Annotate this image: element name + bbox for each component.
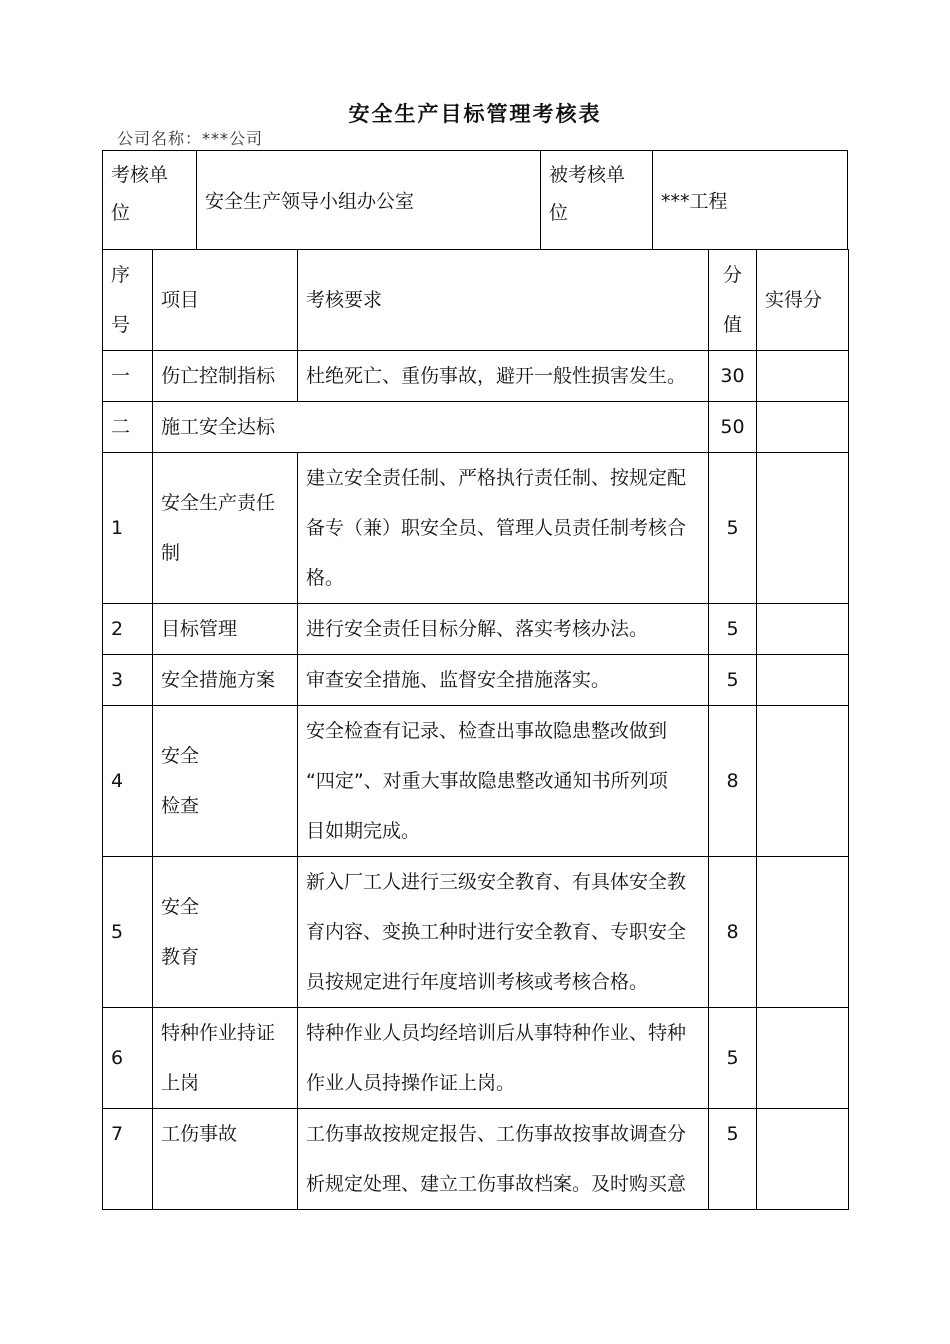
row-item [153,453,298,604]
row-requirement [298,1109,709,1210]
row-item: 目标管理 [153,604,298,655]
col-score-header-line1: 分 [722,264,742,286]
row-item-line1: 安全 [161,745,200,767]
row-requirement-line2: 作业人员持操作证上岗。 [306,1072,516,1094]
row-score: 8 [709,706,757,857]
row-item [153,1008,298,1109]
row-requirement-line3: 员按规定进行年度培训考核或考核合格。 [306,971,649,993]
table-row [103,655,849,706]
row-requirement-line2: “四定”、对重大事故隐患整改通知书所列项 [306,770,668,792]
assessing-unit-label-line2: 位 [111,202,131,224]
row-requirement [298,453,709,604]
row-score: 5 [709,604,757,655]
row-actual-score [757,453,849,604]
col-no-header [103,250,153,351]
row-actual-score [757,604,849,655]
row-item: 工伤事故 [153,1109,298,1210]
row-actual-score [757,1008,849,1109]
row-requirement [298,706,709,857]
row-requirement [298,857,709,1008]
row-requirement-line3: 目如期完成。 [306,820,421,842]
page-title: 安全生产目标管理考核表 [348,101,602,126]
row-no: 二 [103,402,153,453]
table-row [103,857,849,1008]
table-row [103,604,849,655]
assessing-unit-label-line1: 考核单 [111,164,169,186]
row-no: 一 [103,351,153,402]
table-row [103,402,849,453]
row-item-line2: 检查 [161,795,200,817]
col-requirement-header: 考核要求 [298,250,709,351]
row-requirement-line1: 工伤事故按规定报告、工伤事故按事故调查分 [306,1123,687,1145]
row-actual-score [757,857,849,1008]
col-actual-header: 实得分 [757,250,849,351]
row-requirement [298,1008,709,1109]
assessment-table [102,249,849,1210]
row-actual-score [757,655,849,706]
row-no: 7 [103,1109,153,1210]
row-actual-score [757,1109,849,1210]
assessed-unit-label-cell [541,151,653,249]
row-item-line2: 制 [161,542,181,564]
company-label: 公司名称： [117,129,203,148]
row-requirement-line2: 育内容、变换工种时进行安全教育、专职安全 [306,921,687,943]
row-item-line2: 教育 [161,946,200,968]
row-requirement-line3: 格。 [306,567,345,589]
row-score: 8 [709,857,757,1008]
row-item [153,857,298,1008]
row-item-line1: 特种作业持证 [161,1022,276,1044]
row-actual-score [757,706,849,857]
row-requirement: 审查安全措施、监督安全措施落实。 [298,655,709,706]
row-no: 1 [103,453,153,604]
row-no: 6 [103,1008,153,1109]
col-item-header: 项目 [153,250,298,351]
row-actual-score [757,351,849,402]
row-score: 5 [709,1008,757,1109]
row-item [153,706,298,857]
assessed-unit-value: ***工程 [661,190,728,213]
row-requirement-line1: 新入厂工人进行三级安全教育、有具体安全教 [306,871,687,893]
assessing-unit-label-cell [103,151,197,249]
row-no: 5 [103,857,153,1008]
row-score: 5 [709,453,757,604]
row-item-line1: 安全生产责任 [161,492,276,514]
row-no: 3 [103,655,153,706]
company-value: ***公司 [202,129,264,148]
table-row [103,1008,849,1109]
assessed-unit-value-cell [653,151,847,249]
assessing-unit-value-cell [197,151,541,249]
row-score: 5 [709,1109,757,1210]
row-item-line2: 上岗 [161,1072,200,1094]
row-item: 伤亡控制指标 [153,351,298,402]
row-score: 50 [709,402,757,453]
row-requirement: 进行安全责任目标分解、落实考核办法。 [298,604,709,655]
assessing-unit-value: 安全生产领导小组办公室 [205,190,415,213]
table-header-row [103,250,849,351]
row-requirement-line2: 析规定处理、建立工伤事故档案。及时购买意 [306,1173,687,1195]
row-item-line1: 安全 [161,896,200,918]
col-no-header-line1: 序 [111,264,131,286]
row-requirement-line1: 建立安全责任制、严格执行责任制、按规定配 [306,467,687,489]
table-row [103,351,849,402]
row-actual-score [757,402,849,453]
col-no-header-line2: 号 [111,314,131,336]
col-score-header-line2: 值 [722,314,742,336]
row-item: 施工安全达标 [153,402,709,453]
row-requirement-line1: 特种作业人员均经培训后从事特种作业、特种 [306,1022,687,1044]
row-item: 安全措施方案 [153,655,298,706]
row-score: 30 [709,351,757,402]
row-requirement: 杜绝死亡、重伤事故，避开一般性损害发生。 [298,351,709,402]
assessed-unit-label-line2: 位 [549,202,569,224]
row-score: 5 [709,655,757,706]
table-row [103,706,849,857]
row-no: 4 [103,706,153,857]
row-requirement-line2: 备专（兼）职安全员、管理人员责任制考核合 [306,517,687,539]
table-row [103,1109,849,1210]
row-requirement-line1: 安全检查有记录、检查出事故隐患整改做到 [306,720,668,742]
col-score-header [709,250,757,351]
table-row [103,453,849,604]
assessed-unit-label-line1: 被考核单 [549,164,626,186]
unit-header-table [102,150,848,250]
company-name-line [117,126,263,149]
row-no: 2 [103,604,153,655]
